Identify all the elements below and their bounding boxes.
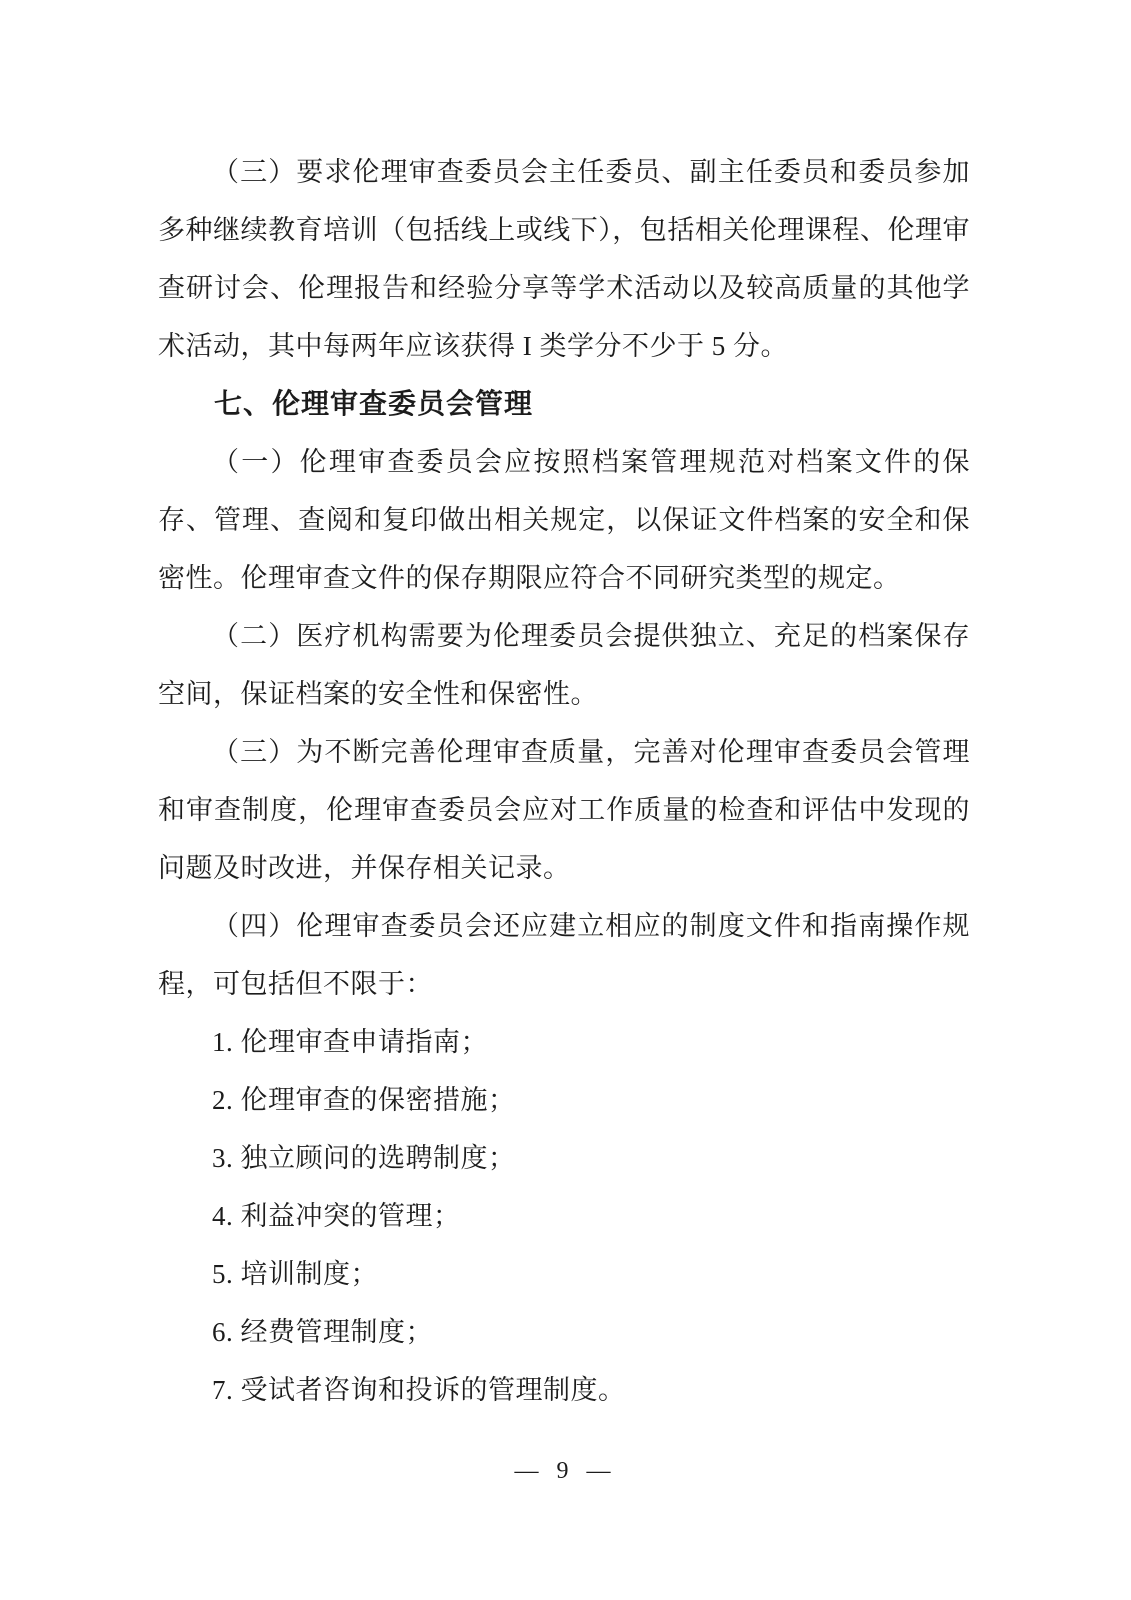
- list-item: 1. 伦理审查申请指南；: [212, 1027, 488, 1057]
- body-paragraph: （一）伦理审查委员会应按照档案管理规范对档案文件的保存、管理、查阅和复印做出相关规定，以保证文件档案的安全和保密性。伦理审查文件的保存期限应符合不同研究类型的规定。: [158, 447, 970, 593]
- list-item: 6. 经费管理制度；: [212, 1317, 433, 1347]
- page-number: — 9 —: [514, 1458, 617, 1484]
- section-heading: 七、伦理审查委员会管理: [214, 388, 534, 419]
- body-paragraph: （四）伦理审查委员会还应建立相应的制度文件和指南操作规程，可包括但不限于：: [158, 911, 970, 999]
- list-item: 5. 培训制度；: [212, 1259, 378, 1289]
- list-item: 7. 受试者咨询和投诉的管理制度。: [212, 1375, 626, 1405]
- list-item: 2. 伦理审查的保密措施；: [212, 1085, 516, 1115]
- document-content: [158, 143, 970, 1419]
- body-paragraph: （三）要求伦理审查委员会主任委员、副主任委员和委员参加多种继续教育培训（包括线上或线下），包括相关伦理课程、伦理审查研讨会、伦理报告和经验分享等学术活动以及较高质量的其他学术活动，其中每两年应该获得 I 类学分不少于 5 分。: [158, 157, 970, 361]
- page-footer: [0, 1458, 1131, 1485]
- list-item: 3. 独立顾问的选聘制度；: [212, 1143, 516, 1173]
- body-paragraph: （二）医疗机构需要为伦理委员会提供独立、充足的档案保存空间，保证档案的安全性和保密性。: [158, 621, 970, 709]
- list-item: 4. 利益冲突的管理；: [212, 1201, 461, 1231]
- body-paragraph: （三）为不断完善伦理审查质量，完善对伦理审查委员会管理和审查制度，伦理审查委员会应对工作质量的检查和评估中发现的问题及时改进，并保存相关记录。: [158, 737, 970, 883]
